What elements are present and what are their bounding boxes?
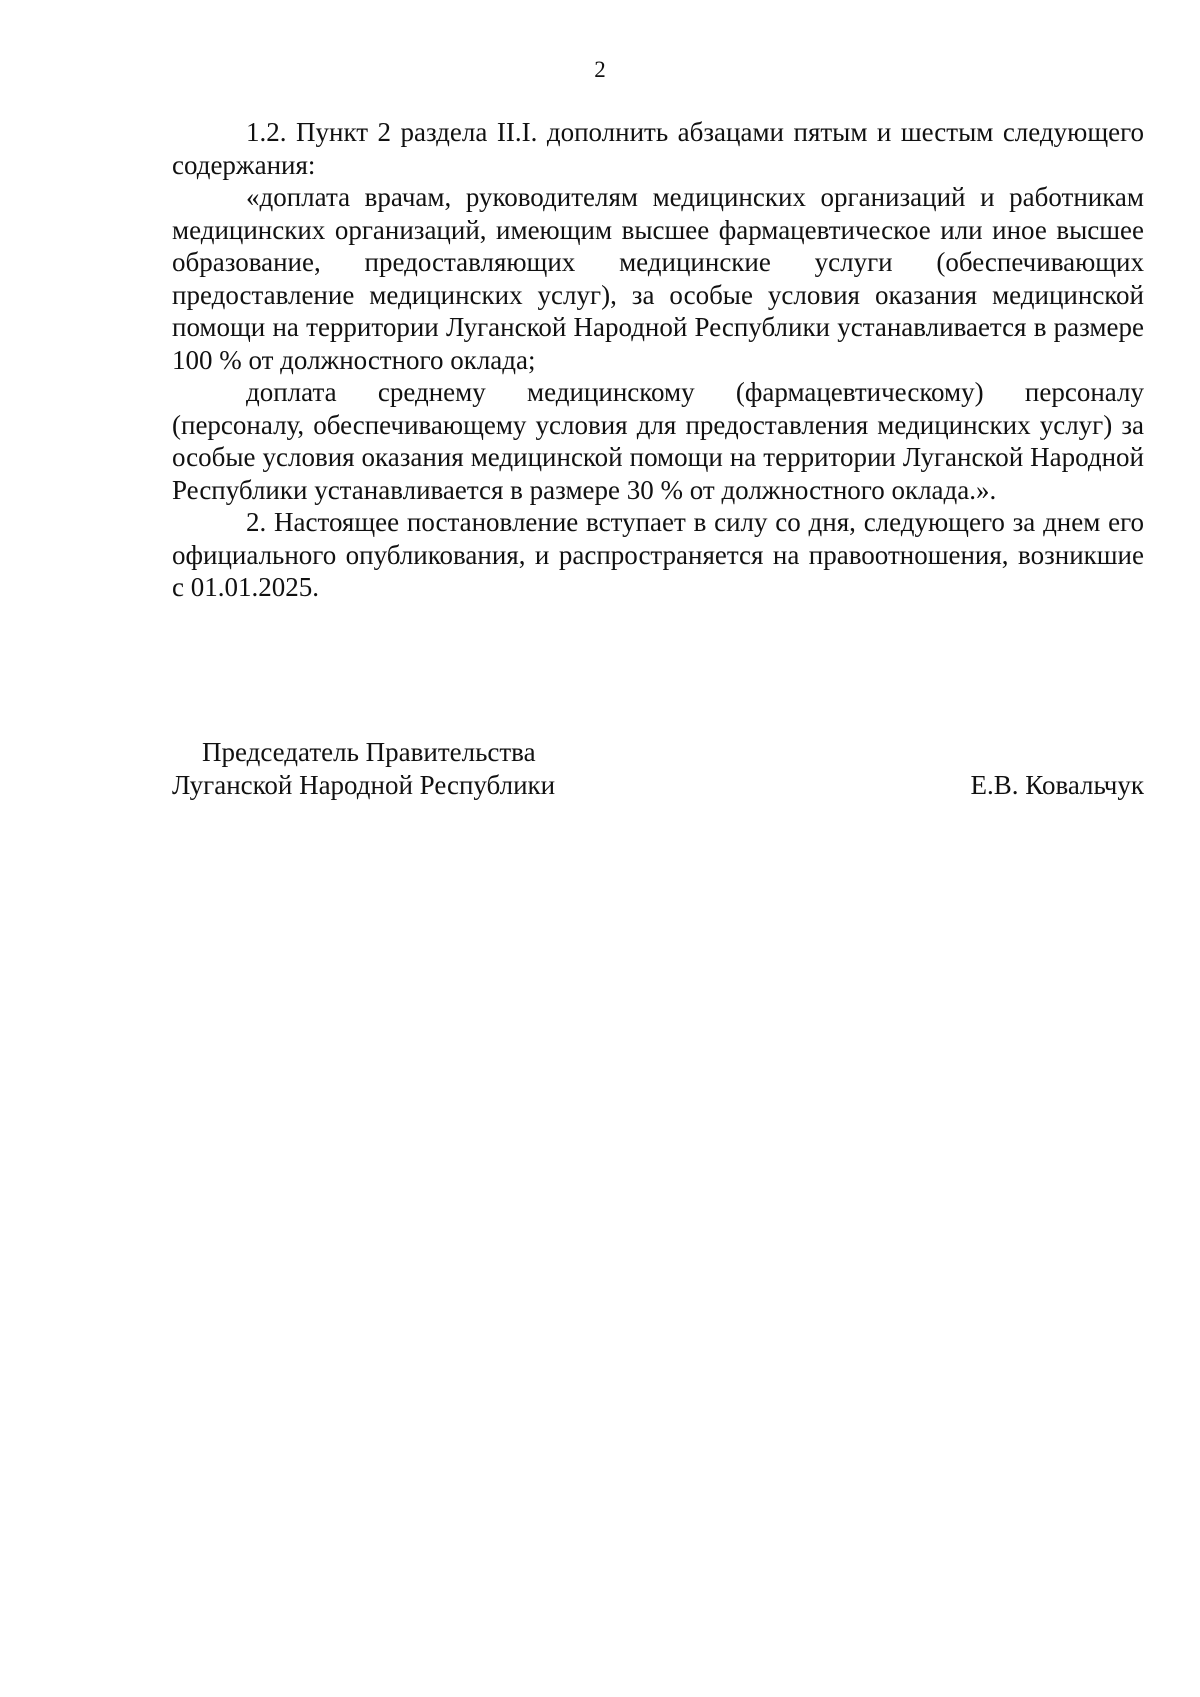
signatory-position [172,736,555,801]
document-body [172,116,1144,604]
paragraph-quote-nurses: доплата среднему медицинскому (фармацевтическому) персоналу (персоналу, обеспечивающему условия для предоставления медицинских услуг) за особые условия оказания медицинской помощи на территории Луганской Народной Республики устанавливается в размере 30 % от должностного оклада.». [172,377,1144,505]
paragraph-1-2: 1.2. Пункт 2 раздела II.I. дополнить абзацами пятым и шестым следующего содержания: [172,117,1144,180]
page-number: 2 [594,57,606,82]
signatory-position-line1: Председатель Правительства [202,737,536,767]
signatory-name: Е.В. Ковальчук [970,769,1144,800]
signatory-position-line2: Луганской Народной Республики [172,769,556,800]
paragraph-2-effective-date: 2. Настоящее постановление вступает в силу со дня, следующего за днем его официального опубликования, и распространяется на правоотношения, возникшие с 01.01.2025. [172,507,1144,602]
signature-row [172,736,1144,801]
paragraph-quote-doctors: «доплата врачам, руководителям медицинских организаций и работникам медицинских организаций, имеющим высшее фармацевтическое или иное высшее образование, предоставляющих медицинские услуги (обеспечивающих предоставление медицинских услуг), за особые условия оказания медицинской помощи на территории Луганской Народной Республики устанавливается в размере 100 % от должностного оклада; [172,182,1144,375]
signature-block [172,736,1144,801]
